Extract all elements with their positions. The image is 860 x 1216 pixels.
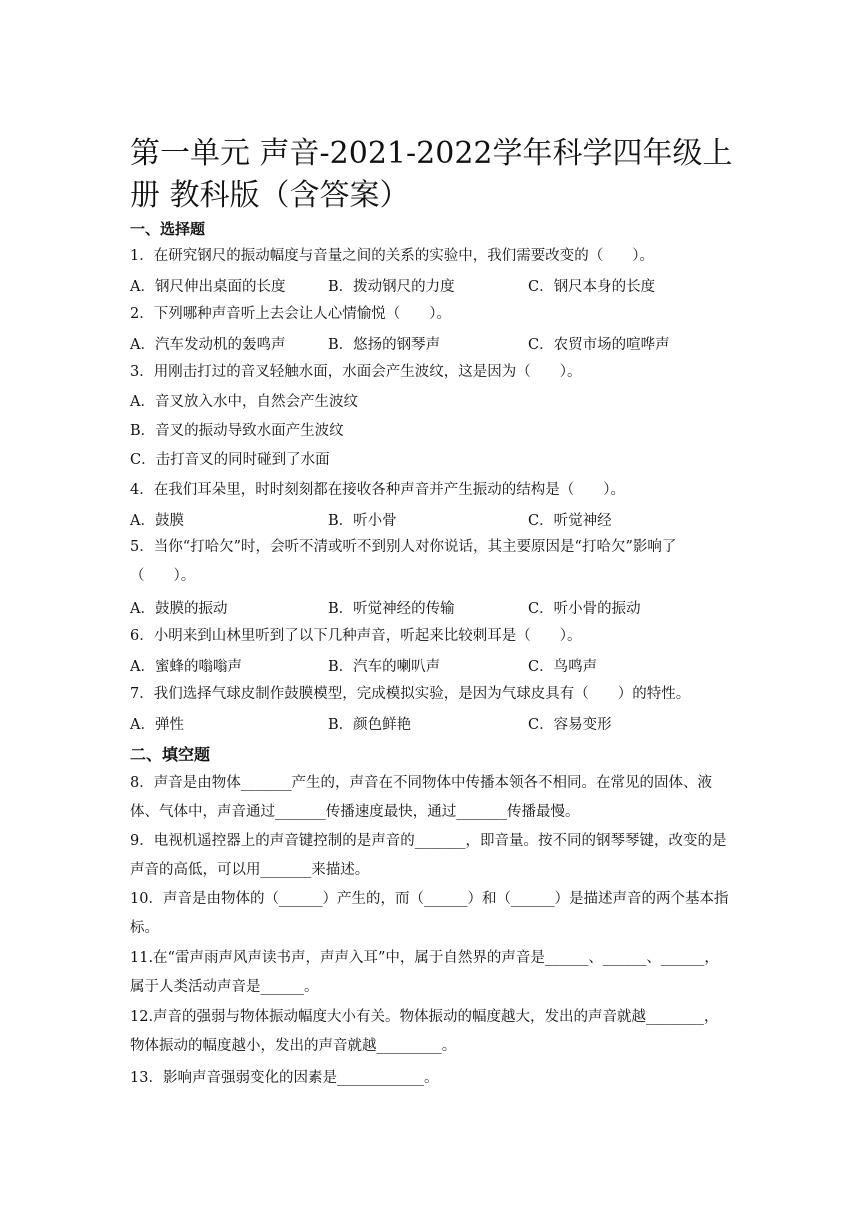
option-c: C．听觉神经 bbox=[528, 513, 612, 529]
question-2-options bbox=[130, 333, 750, 353]
option-b: B．听小骨 bbox=[328, 513, 397, 529]
question-1: 1．在研究钢尺的振动幅度与音量之间的关系的实验中，我们需要改变的（ ）。 bbox=[130, 248, 654, 264]
option-c: C．容易变形 bbox=[528, 717, 612, 733]
section-heading-fill: 二、填空题 bbox=[130, 745, 211, 764]
option-a: A．鼓膜 bbox=[130, 513, 184, 529]
option-a: A．汽车发动机的轰鸣声 bbox=[130, 337, 286, 353]
option-b: B．悠扬的钢琴声 bbox=[328, 337, 441, 353]
option-c: C．鸟鸣声 bbox=[528, 659, 598, 675]
option-a: A．钢尺伸出桌面的长度 bbox=[130, 279, 286, 295]
document-title: 第一单元 声音-2021-2022学年科学四年级上册 教科版（含答案） bbox=[130, 136, 733, 213]
option-c: C．击打音叉的同时碰到了水面 bbox=[130, 452, 330, 468]
question-12: 12.声音的强弱与物体振动幅度大小有关。物体振动的幅度越大，发出的声音就越________，物体振动的幅度越小，发出的声音就越_________。 bbox=[130, 1009, 719, 1054]
option-b: B．颜色鲜艳 bbox=[328, 717, 412, 733]
question-5-options bbox=[130, 597, 750, 617]
question-7-options bbox=[130, 713, 750, 733]
question-10: 10．声音是由物体的（______）产生的，而（______）和（______）是描述声音的两个基本指标。 bbox=[130, 891, 729, 936]
option-c: C．钢尺本身的长度 bbox=[528, 279, 656, 295]
option-c: C．农贸市场的喧哗声 bbox=[528, 337, 670, 353]
question-1-options bbox=[130, 275, 750, 295]
option-b: B．听觉神经的传输 bbox=[328, 601, 455, 617]
question-13: 13．影响声音强弱变化的因素是____________。 bbox=[130, 1070, 439, 1086]
question-3: 3．用刚击打过的音叉轻触水面，水面会产生波纹，这是因为（ ）。 bbox=[130, 364, 582, 380]
option-b: B．音叉的振动导致水面产生波纹 bbox=[130, 423, 344, 439]
option-c: C．听小骨的振动 bbox=[528, 601, 641, 617]
section-heading-choice: 一、选择题 bbox=[130, 220, 206, 238]
question-2: 2．下列哪种声音听上去会让人心情愉悦（ ）。 bbox=[130, 306, 451, 322]
option-b: B．拨动钢尺的力度 bbox=[328, 279, 455, 295]
option-b: B．汽车的喇叭声 bbox=[328, 659, 441, 675]
question-7: 7．我们选择气球皮制作鼓膜模型，完成模拟实验，是因为气球皮具有（ ）的特性。 bbox=[130, 686, 691, 702]
option-a: A．音叉放入水中，自然会产生波纹 bbox=[130, 394, 358, 410]
question-6: 6．小明来到山林里听到了以下几种声音，听起来比较刺耳是（ ）。 bbox=[130, 628, 582, 644]
question-11: 11.在“雷声雨声风声读书声，声声入耳”中，属于自然界的声音是______、______、______，属于人类活动声音是______。 bbox=[130, 950, 719, 995]
option-a: A．蜜蜂的嗡嗡声 bbox=[130, 659, 242, 675]
question-4-options bbox=[130, 509, 750, 529]
question-9: 9．电视机遥控器上的声音键控制的是声音的_______，即音量。按不同的钢琴琴键，改变的是声音的高低，可以用_______来描述。 bbox=[130, 833, 727, 878]
question-8: 8．声音是由物体_______产生的，声音在不同物体中传播本领各不相同。在常见的固体、液体、气体中，声音通过_______传播速度最快，通过_______传播最慢。 bbox=[130, 775, 712, 820]
question-5: 5．当你“打哈欠”时，会听不清或听不到别人对你说话，其主要原因是“打哈欠”影响了（ ）。 bbox=[130, 539, 677, 584]
question-4: 4．在我们耳朵里，时时刻刻都在接收各种声音并产生振动的结构是（ ）。 bbox=[130, 482, 625, 498]
option-a: A．鼓膜的振动 bbox=[130, 601, 228, 617]
question-6-options bbox=[130, 655, 750, 675]
option-a: A．弹性 bbox=[130, 717, 184, 733]
